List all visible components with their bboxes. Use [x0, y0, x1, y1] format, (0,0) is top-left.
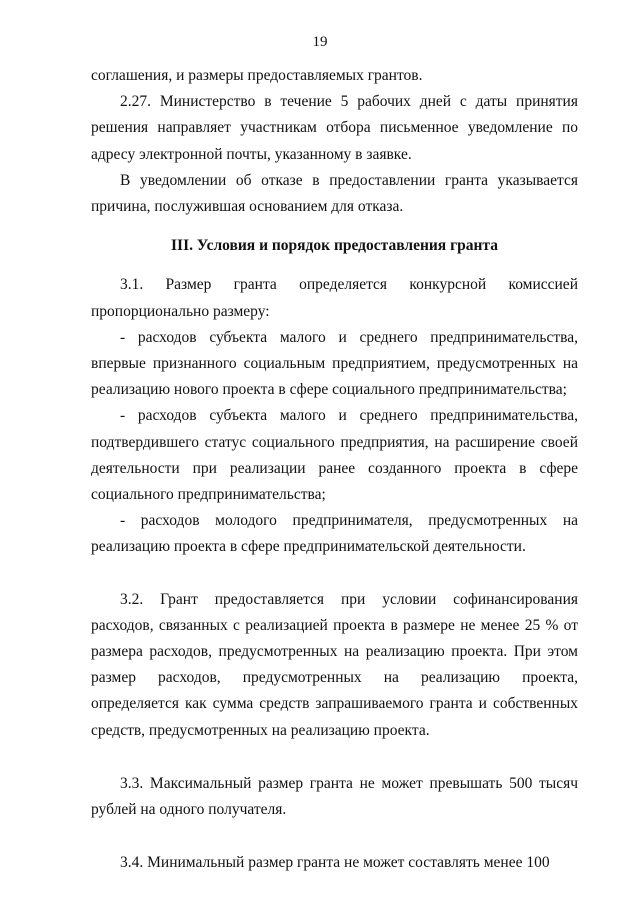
section-heading: III. Условия и порядок предоставления гранта — [171, 237, 498, 255]
list-item-new-social-enterprise: - расходов субъекта малого и среднего предпринимательства, впервые признанного социальным предприятием, предусмотренных на реализацию нового проекта в сфере социального предпринимательства; — [91, 328, 578, 399]
paragraph-2-27: 2.27. Министерство в течение 5 рабочих дней с даты принятия решения направляет участникам отбора письменное уведомление по адресу электронной почты, указанному в заявке. — [91, 93, 578, 163]
page-number: 19 — [312, 34, 328, 50]
list-item-confirmed-social-enterprise: - расходов субъекта малого и среднего предпринимательства, подтвердившего статус социального предприятия, на расширение своей деятельности при реализации ранее созданного проекта в сфере социального предпринимательства; — [91, 407, 578, 504]
paragraph-3-2: 3.2. Грант предоставляется при условии софинансирования расходов, связанных с реализацией проекта в размере не менее 25 % от размера расходов, предусмотренных на реализацию проекта. При этом размер расходов, предусмотренных на реализацию проекта, определяется как сумма средств запрашиваемого гранта и собственных средств, предусмотренных на реализацию проекта. — [91, 590, 578, 739]
document-body — [91, 63, 578, 876]
paragraph-3-3: 3.3. Максимальный размер гранта не может превышать 500 тысяч рублей на одного получателя. — [91, 774, 578, 819]
paragraph-3-1: 3.1. Размер гранта определяется конкурсной комиссией пропорционально размеру: — [91, 276, 578, 320]
paragraph-continuation: соглашения, и размеры предоставляемых грантов. — [91, 67, 423, 84]
list-item-young-entrepreneur: - расходов молодого предпринимателя, предусмотренных на реализацию проекта в сфере предпринимательской деятельности. — [91, 512, 578, 556]
paragraph-refusal-notice: В уведомлении об отказе в предоставлении гранта указывается причина, послужившая основанием для отказа. — [91, 171, 578, 216]
paragraph-3-4: 3.4. Минимальный размер гранта не может составлять менее 100 — [120, 854, 550, 872]
